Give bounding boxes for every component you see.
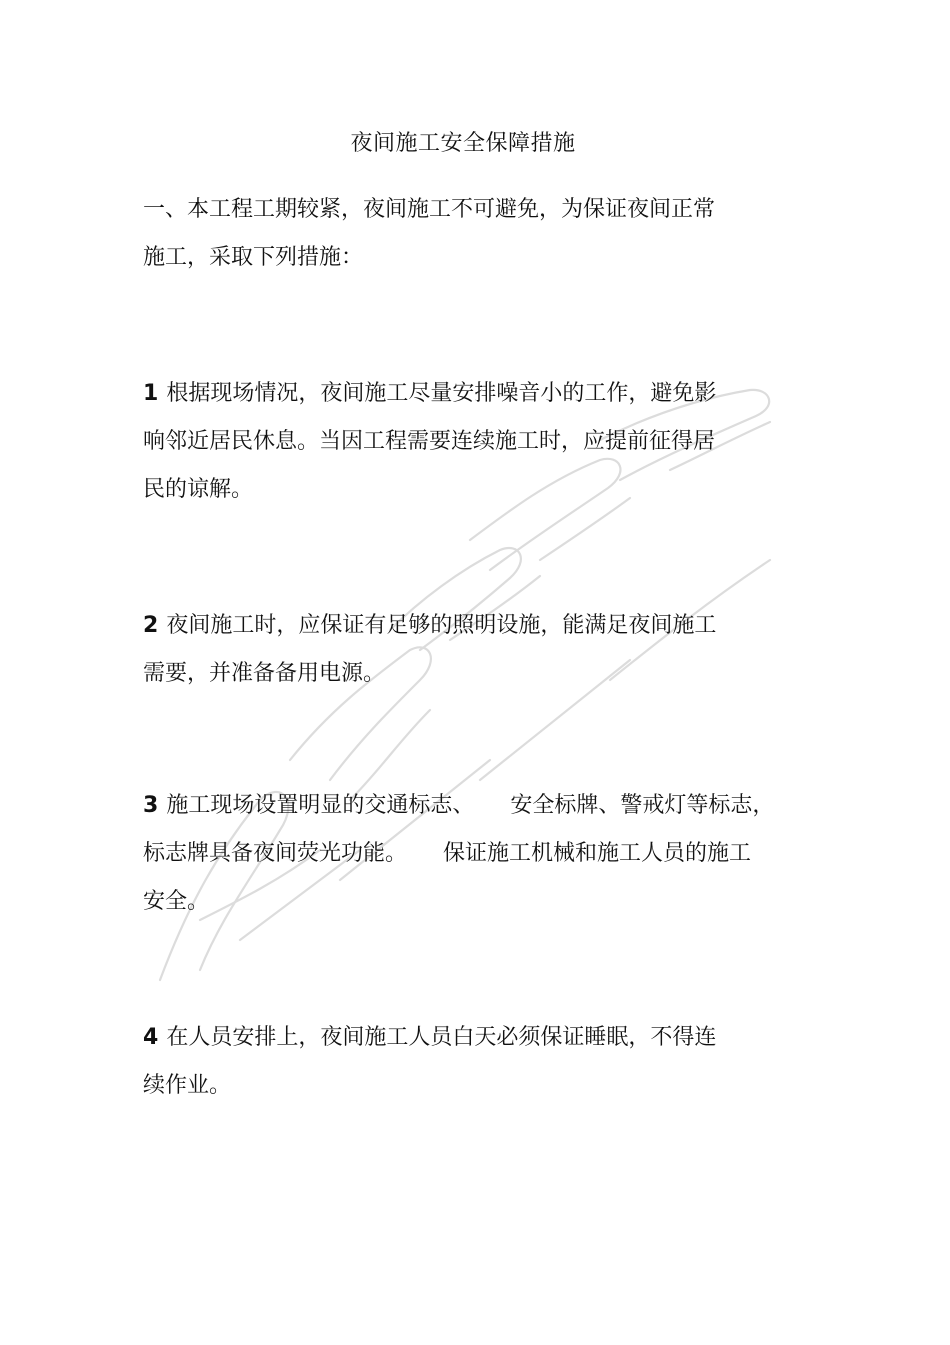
intro-line-2: 施工，采取下列措施： <box>143 245 364 270</box>
measure-3-text-1b: 安全标牌、警戒灯等标志， <box>510 793 775 818</box>
measure-3-text-2b: 保证施工机械和施工人员的施工 <box>443 841 752 866</box>
document-title: 夜间施工安全保障措施 <box>350 131 576 156</box>
measure-1-text-1: 根据现场情况，夜间施工尽量安排噪音小的工作，避免影 <box>166 381 717 406</box>
measure-3-text-2a: 标志牌具备夜间荧光功能。 <box>143 841 408 866</box>
measure-item-2 <box>143 602 783 698</box>
measure-2-line-2: 需要，并准备备用电源。 <box>143 661 386 686</box>
measure-4-line-2: 续作业。 <box>143 1073 232 1098</box>
measure-1-number: 1 <box>143 381 159 406</box>
measure-2-number: 2 <box>143 613 159 638</box>
measure-1-line-3: 民的谅解。 <box>143 477 254 502</box>
intro-paragraph <box>143 186 783 282</box>
measure-item-1 <box>143 370 783 514</box>
intro-line-1: 一、本工程工期较紧，夜间施工不可避免，为保证夜间正常 <box>143 197 716 222</box>
measure-1-line-2: 响邻近居民休息。当因工程需要连续施工时，应提前征得居 <box>143 429 716 454</box>
measure-3-number: 3 <box>143 793 159 818</box>
measure-4-number: 4 <box>143 1025 159 1050</box>
measure-item-4 <box>143 1014 783 1110</box>
measure-4-text-1: 在人员安排上，夜间施工人员白天必须保证睡眠，不得连 <box>166 1025 717 1050</box>
measure-4-line-1 <box>143 1014 783 1062</box>
measure-3-line-1 <box>143 782 783 830</box>
measure-item-3 <box>143 782 783 926</box>
measure-2-line-1 <box>143 602 783 650</box>
measure-3-line-2 <box>143 830 783 878</box>
measure-3-line-3: 安全。 <box>143 889 210 914</box>
measure-1-line-1 <box>143 370 783 418</box>
measure-3-text-1a: 施工现场设置明显的交通标志、 <box>166 793 475 818</box>
measure-2-text-1: 夜间施工时，应保证有足够的照明设施，能满足夜间施工 <box>166 613 717 638</box>
